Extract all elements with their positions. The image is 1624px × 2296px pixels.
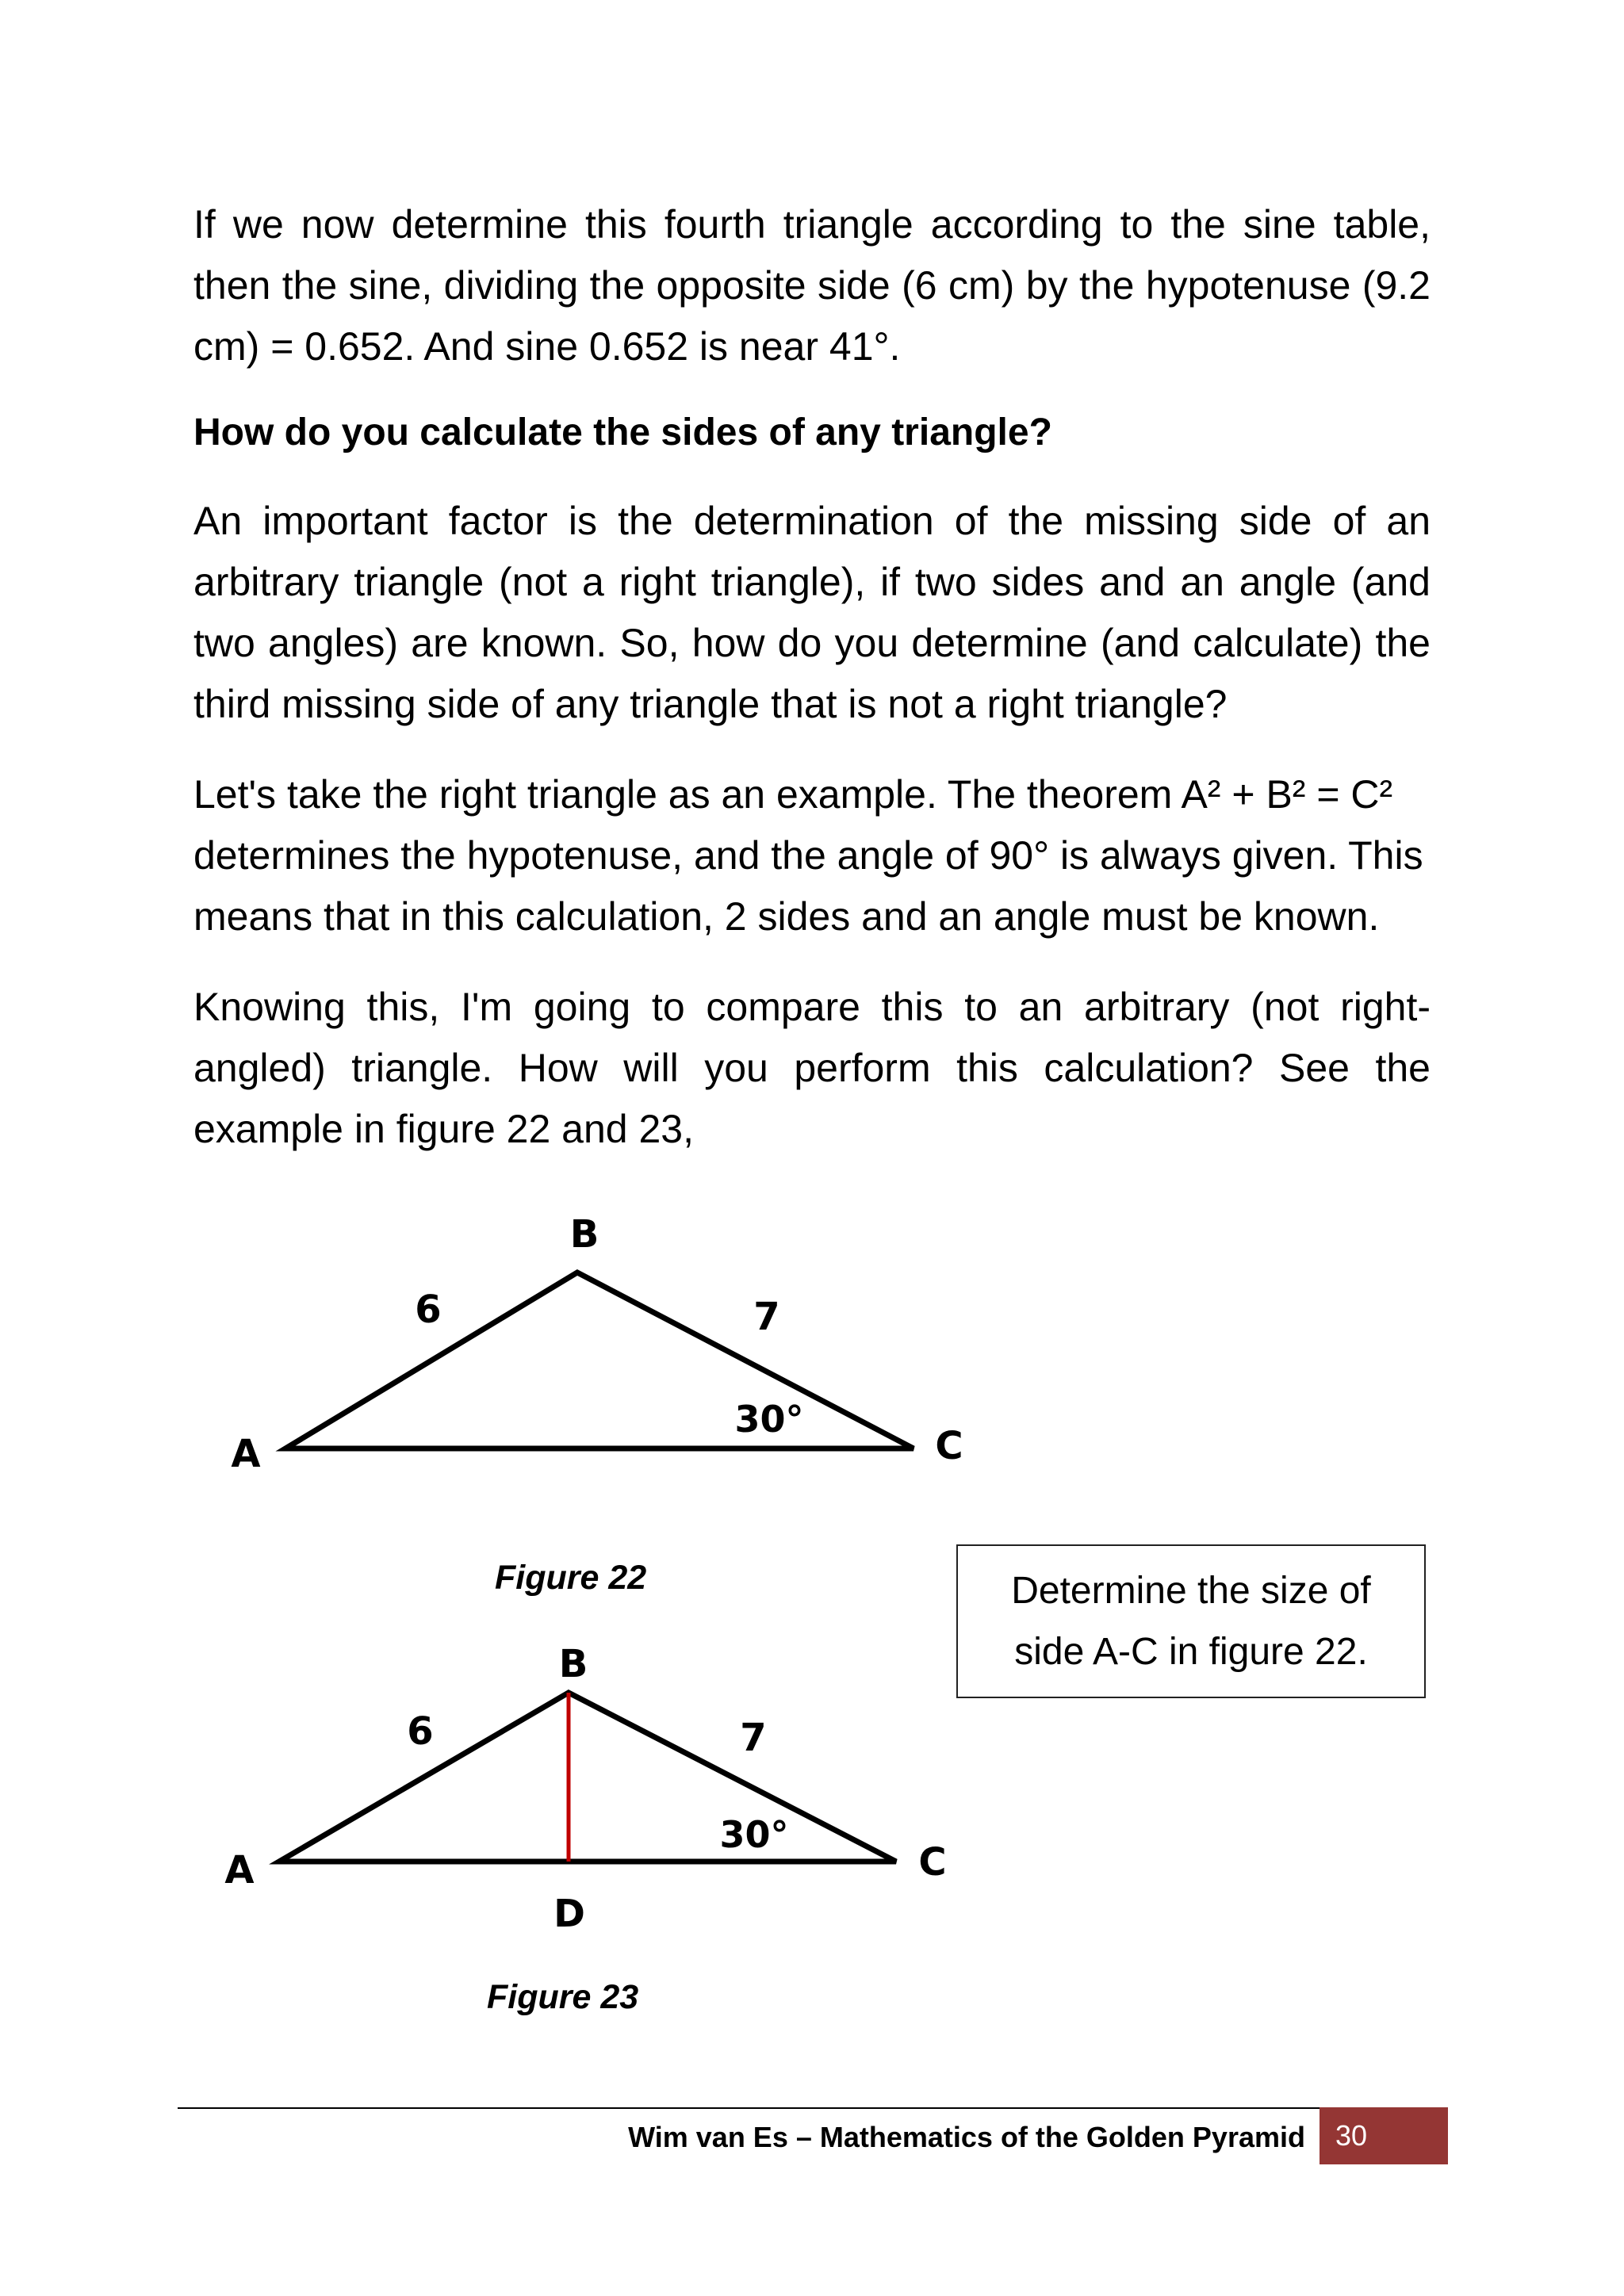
footer-divider xyxy=(178,2107,1446,2109)
paragraph-right-triangle: Let's take the right triangle as an example. The theorem A² + B² = C² determines the hypotenuse, and the angle of 90° is always given. This means that in this calculation, 2 sides and an angle must be known. xyxy=(193,772,1423,939)
paragraph-sine-table: If we now determine this fourth triangle according to the sine table, then the sine, dividing the opposite side (6 cm) by the hypotenuse (9.2 cm) = 0.652. And sine 0.652 is near 41°. xyxy=(193,202,1431,369)
vertex-a-label: A xyxy=(231,1432,261,1476)
paragraph-important-factor: An important factor is the determination of the missing side of an arbitrary triangle (not a right triangle), if two sides and an angle (and two angles) are known. So, how do you determine (and calculate) the third missing side of any triangle that is not a right triangle? xyxy=(193,499,1431,726)
triangle-abc xyxy=(285,1272,914,1448)
vertex-c-label: C xyxy=(918,1840,947,1885)
figure-22-caption: Figure 22 xyxy=(495,1559,647,1597)
section-heading: How do you calculate the sides of any triangle? xyxy=(193,411,1052,453)
side-bc-label: 7 xyxy=(753,1295,780,1339)
vertex-b-label: B xyxy=(558,1642,588,1686)
side-ab-label: 6 xyxy=(415,1288,442,1332)
vertex-d-label: D xyxy=(553,1892,585,1936)
angle-c-label: 30° xyxy=(734,1398,804,1441)
figure-22-svg xyxy=(0,1189,1031,1522)
side-bc-label: 7 xyxy=(740,1716,767,1760)
question-text: Determine the size of side A-C in figure 22. xyxy=(1011,1570,1371,1673)
figure-23-triangle xyxy=(0,1609,1031,1958)
footer-title: Wim van Es – Mathematics of the Golden Pyramid xyxy=(628,2121,1305,2153)
vertex-b-label: B xyxy=(569,1212,599,1257)
triangle-abc xyxy=(279,1693,896,1862)
page-number-badge: 30 xyxy=(1320,2107,1448,2164)
figure-22-triangle xyxy=(0,1189,1031,1522)
vertex-c-label: C xyxy=(935,1424,963,1468)
figure-23-svg xyxy=(0,1609,1031,1958)
vertex-a-label: A xyxy=(224,1848,255,1892)
figure-23-caption: Figure 23 xyxy=(487,1978,639,2016)
angle-c-label: 30° xyxy=(719,1813,789,1856)
paragraph-comparison: Knowing this, I'm going to compare this to an arbitrary (not right-angled) triangle. How will you perform this calculation? See the example in figure 22 and 23, xyxy=(193,985,1431,1151)
side-ab-label: 6 xyxy=(407,1709,434,1754)
